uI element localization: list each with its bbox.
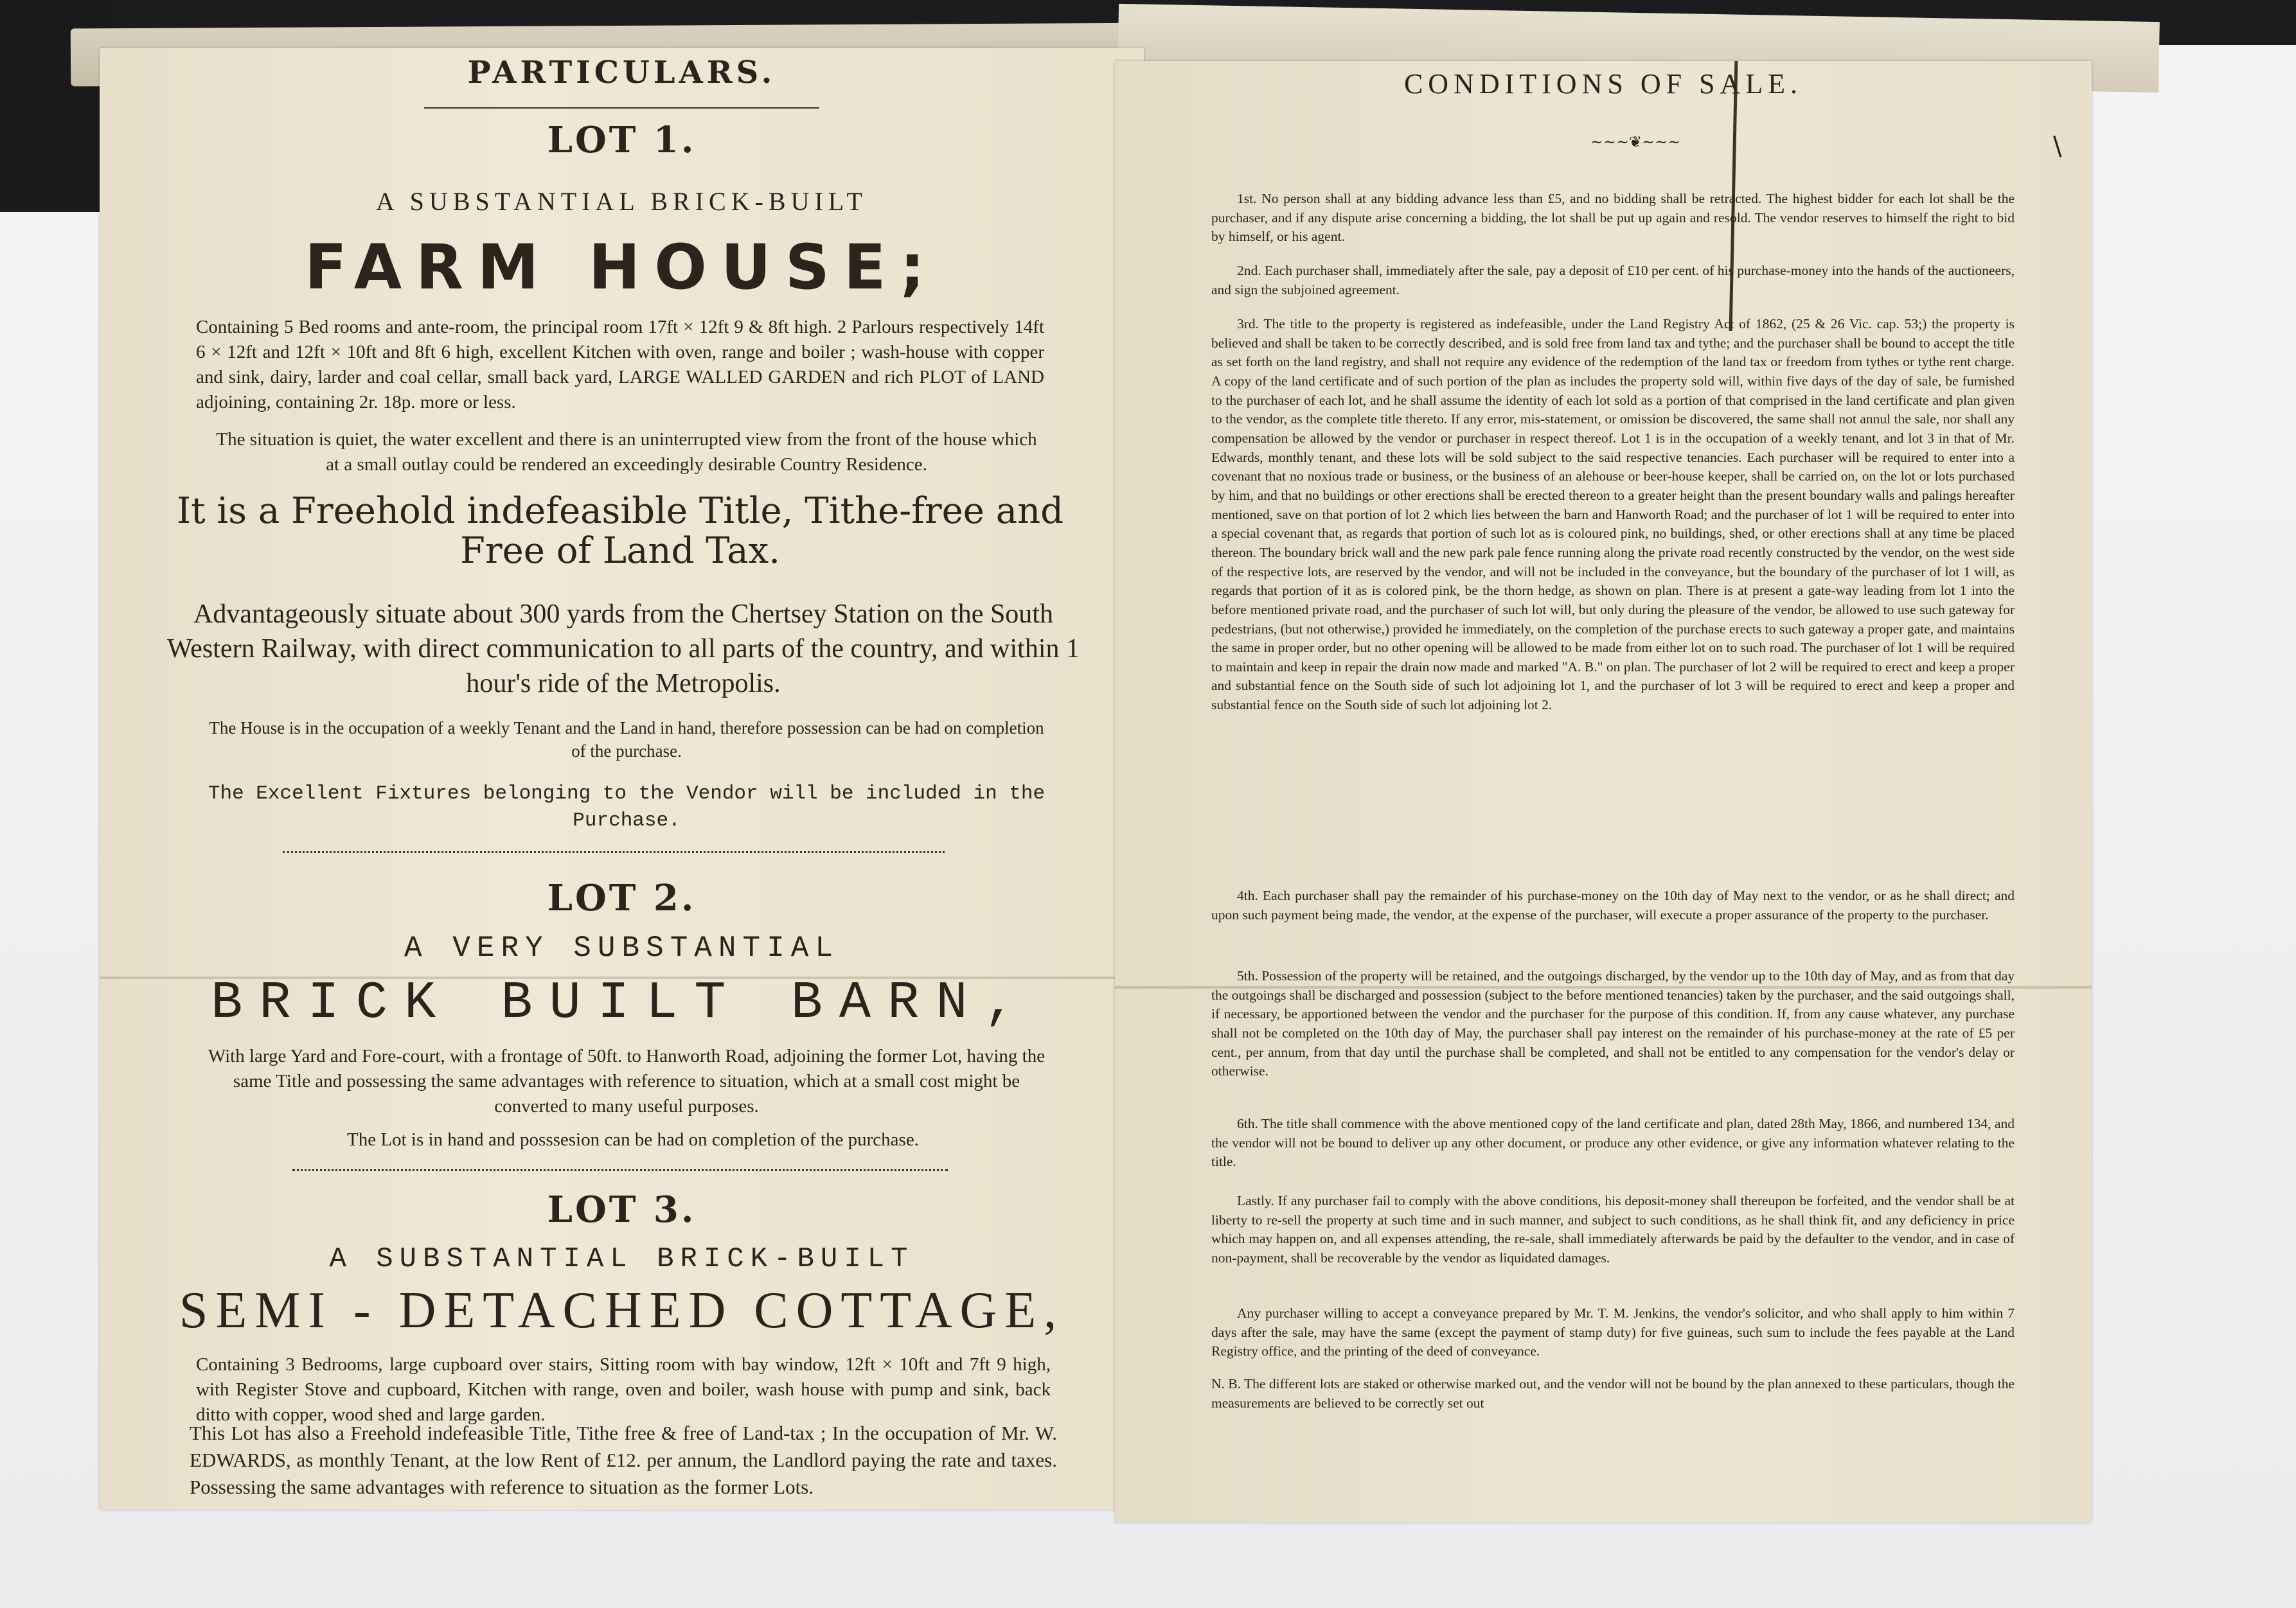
- condition-text: 6th. The title shall commence with the above mentioned copy of the land certificate and plan, dated 28th May, 1866, and numbered 134, and the vendor will not be bound to deliver up any other document, or produce any other evidence, or give any information whatever relating to the title.: [1211, 1116, 2015, 1170]
- conveyance-note: [1211, 1304, 2015, 1361]
- ornament: ~~~❦~~~: [1590, 133, 1681, 151]
- condition-6: [1211, 1115, 2015, 1172]
- condition-lastly: [1211, 1192, 2015, 1268]
- lot-2-title: BRICK BUILT BARN,: [211, 973, 1033, 1033]
- condition-text: 3rd. The title to the property is registered as indefeasible, under the Land Registry Act of 1862, (25 & 26 Vic. cap. 53;) the property is believed and shall be taken to be correctly described, and is sold free from land tax and tythe; and the purchaser shall be bound to accept the title as set forth on the land registry, and shall not require any evidence of the redemption of the land tax or freedom from tythes or tythe rent charge. A copy of the land certificate and of such portion of the plan as includes the property sold will, within five days of the day of sale, be furnished to the purchaser of each lot, and he shall assume the identity of each lot sold as a portion of that comprised in the land certificate and plan given to the vendor, as the complete title thereto. If any error, mis-statement, or omission be discovered, the same shall not annul the sale, nor shall any compensation be allowed by the vendor or purchaser in respect thereof. Lot 1 is in the occupation of a weekly tenant, and lot 3 in that of Mr. Edwards, monthly tenant, and these lots will be sold subject to the said respective tenancies. Each purchaser will be required to enter into a covenant that no noxious trade or business, or the business of an alehouse or beer-house keeper, shall be carried on, on the lot or lots purchased by him, and that no buildings or other erections shall be erected thereon to a greater height than the present boundary walls and palings hereafter mentioned, save on that portion of lot 2 which lies between the barn and Hanworth Road; and the purchaser of lot 1 will be required to enter into a special covenant that, as regards that portion of such lot as is coloured pink, no buildings, shed, or other erections shall at any time be placed thereon. The boundary brick wall and the new park pale fence running along the private road recently constructed by the vendor, on the west side of the respective lots, are reserved by the vendor, and will not be included in the conveyance, but the boundary of the purchaser of lot 1 will, as regards that portion of it as is colored pink, be the thorn hedge, as shown on plan. There is at present a gate-way leading from lot 1 into the before mentioned private road, and the purchaser of such lot will, but only during the pleasure of the vendor, be allowed to use such gateway for pedestrians, (but not otherwise,) provided he immediately, on the completion of the purchase erects to such gateway a proper gate, and maintains the same in proper order, but no other opening will be allowed to be made from either lot on to such road. The purchaser of lot 1 will be required to maintain and keep in repair the drain now made and marked "A. B." on plan. The purchaser of lot 2 will be required to erect and keep a proper and substantial fence on the South side of such lot adjoining lot 1, and the purchaser of lot 3 will be required to erect and keep a proper and substantial fence on the South side of such lot adjoining lot 2.: [1211, 316, 2015, 713]
- lot-1-situation: The situation is quiet, the water excellent and there is an uninterrupted view from the front of the house which at a small outlay could be rendered an exceedingly desirable Country Residence.: [216, 429, 1037, 475]
- paper-mark: \: [2053, 132, 2062, 161]
- condition-text: Lastly. If any purchaser fail to comply with the above conditions, his deposit-money shall thereupon be forfeited, and the vendor shall be at liberty to re-sell the property at such time and in such manner, and subject to such conditions, as he shall think fit, and any deficiency in price which may happen on, and all expenses attending, the re-sale, shall immediately afterwards be paid by the defaulter to the vendor, and in case of non-payment, shall be recoverable by the vendor as liquidated damages.: [1211, 1193, 2015, 1266]
- condition-1: [1211, 190, 2015, 247]
- lot-3-subheading: A SUBSTANTIAL BRICK-BUILT: [329, 1243, 914, 1275]
- condition-text: 1st. No person shall at any bidding advance less than £5, and no bidding shall be retracted. The highest bidder for each lot shall be the purchaser, and if any dispute arise concerning a bidding, the lot shall be put up again and resold. The vendor reserves to himself the right to bid by himself, or his agent.: [1211, 191, 2015, 245]
- lot-3-title-note: This Lot has also a Freehold indefeasible Title, Tithe free & free of Land-tax ; In the occupation of Mr. W. EDWARDS, as monthly Tenant, at the low Rent of £12. per annum, the Landlord paying the rate and taxes. Possessing the same advantages with reference to situation as the former Lots.: [190, 1422, 1057, 1498]
- particulars-heading: PARTICULARS.: [467, 55, 776, 91]
- condition-5: [1211, 967, 2015, 1081]
- condition-2: [1211, 261, 2015, 299]
- lot-3-title: SEMI - DETACHED COTTAGE,: [179, 1282, 1065, 1339]
- condition-text: 5th. Possession of the property will be retained, and the outgoings discharged, by the vendor up to the 10th day of May, and as from that day the outgoings shall be discharged and possession (subject to the before mentioned tenancies) taken by the purchaser, and the said outgoings shall, if necessary, be apportioned between the vendor and the purchaser for the purpose of this condition. If, from any cause whatever, any purchase shall not be completed on the 10th day of May, the purchaser shall pay interest on the remainder of his purchase-money at the rate of £5 per cent., per annum, from that day until the purchase shall be completed, and shall not be entitled to any compensation for the vendor's delay or otherwise.: [1211, 968, 2015, 1079]
- lot-2-description: With large Yard and Fore-court, with a frontage of 50ft. to Hanworth Road, adjoining the former Lot, having the same Title and possessing the same advantages with reference to situation, which at a small cost might be converted to many useful purposes.: [208, 1046, 1046, 1117]
- lot-1-location: Advantageously situate about 300 yards from the Chertsey Station on the South Western Railway, with direct communication to all parts of the country, and within 1 hour's ride of the Metropolis.: [167, 599, 1080, 698]
- lot-1-fixtures: The Excellent Fixtures belonging to the Vendor will be included in the Purchase.: [208, 782, 1046, 832]
- lot-1-occupation: The House is in the occupation of a weekly Tenant and the Land in hand, therefore possession can be had on completion of the purchase.: [209, 718, 1044, 761]
- lot-1-description: Containing 5 Bed rooms and ante-room, the principal room 17ft × 12ft 9 & 8ft high. 2 Parlours respectively 14ft 6 × 12ft and 12ft × 10ft and 8ft 6 high, excellent Kitchen with oven, range and boiler ; wash-house with copper and sink, dairy, larder and coal cellar, small back yard, LARGE WALLED GARDEN and rich PLOT of LAND adjoining, containing 2r. 18p. more or less.: [196, 317, 1044, 413]
- lot-3-description: Containing 3 Bedrooms, large cupboard over stairs, Sitting room with bay window, 12ft × 10ft and 7ft 9 high, with Register Stove and cupboard, Kitchen with range, oven and boiler, wash house with pump and sink, back ditto with copper, wood shed and large garden.: [196, 1354, 1051, 1426]
- lot-1-heading: LOT 1.: [547, 119, 697, 161]
- lot-1-freehold: It is a Freehold indefeasible Title, Tithe-free and Free of Land Tax.: [176, 490, 1064, 572]
- nb-note: [1211, 1375, 2015, 1413]
- condition-text: 2nd. Each purchaser shall, immediately after the sale, pay a deposit of £10 per cent. of his purchase-money into the hands of the auctioneers, and sign the subjoined agreement.: [1211, 263, 2015, 297]
- lot-2-heading: LOT 2.: [547, 877, 697, 919]
- section-divider: [283, 845, 945, 853]
- lot-1-title: FARM HOUSE;: [305, 231, 939, 303]
- lot-1-subheading: A SUBSTANTIAL BRICK-BUILT: [376, 187, 868, 216]
- lot-3-heading: LOT 3.: [547, 1188, 697, 1231]
- conditions-page: [1115, 61, 2092, 1523]
- particulars-page: [100, 48, 1144, 1510]
- section-divider: [292, 1163, 948, 1171]
- conditions-title: CONDITIONS OF SALE.: [1403, 68, 1803, 100]
- heading-rule: [424, 107, 819, 109]
- condition-3: [1211, 315, 2015, 715]
- condition-text: 4th. Each purchaser shall pay the remainder of his purchase-money on the 10th day of May next to the vendor, or as he shall direct; and upon such payment being made, the vendor, at the expense of the purchaser, will execute a proper assurance of the property to the purchaser.: [1211, 888, 2015, 923]
- lot-2-possession: The Lot is in hand and posssesion can be had on completion of the purchase.: [347, 1129, 919, 1150]
- condition-4: [1211, 887, 2015, 924]
- condition-text: Any purchaser willing to accept a conveyance prepared by Mr. T. M. Jenkins, the vendor's solicitor, and who shall apply to him within 7 days after the sale, may have the same (except the payment of stamp duty) for five guineas, such sum to include the fees payable at the Land Registry office, and the printing of the deed of conveyance.: [1211, 1305, 2015, 1359]
- condition-text: N. B. The different lots are staked or otherwise marked out, and the vendor will not be bound by the plan annexed to these particulars, though the measurements are believed to be correctly set out: [1211, 1376, 2015, 1411]
- lot-2-subheading: A VERY SUBSTANTIAL: [404, 932, 839, 965]
